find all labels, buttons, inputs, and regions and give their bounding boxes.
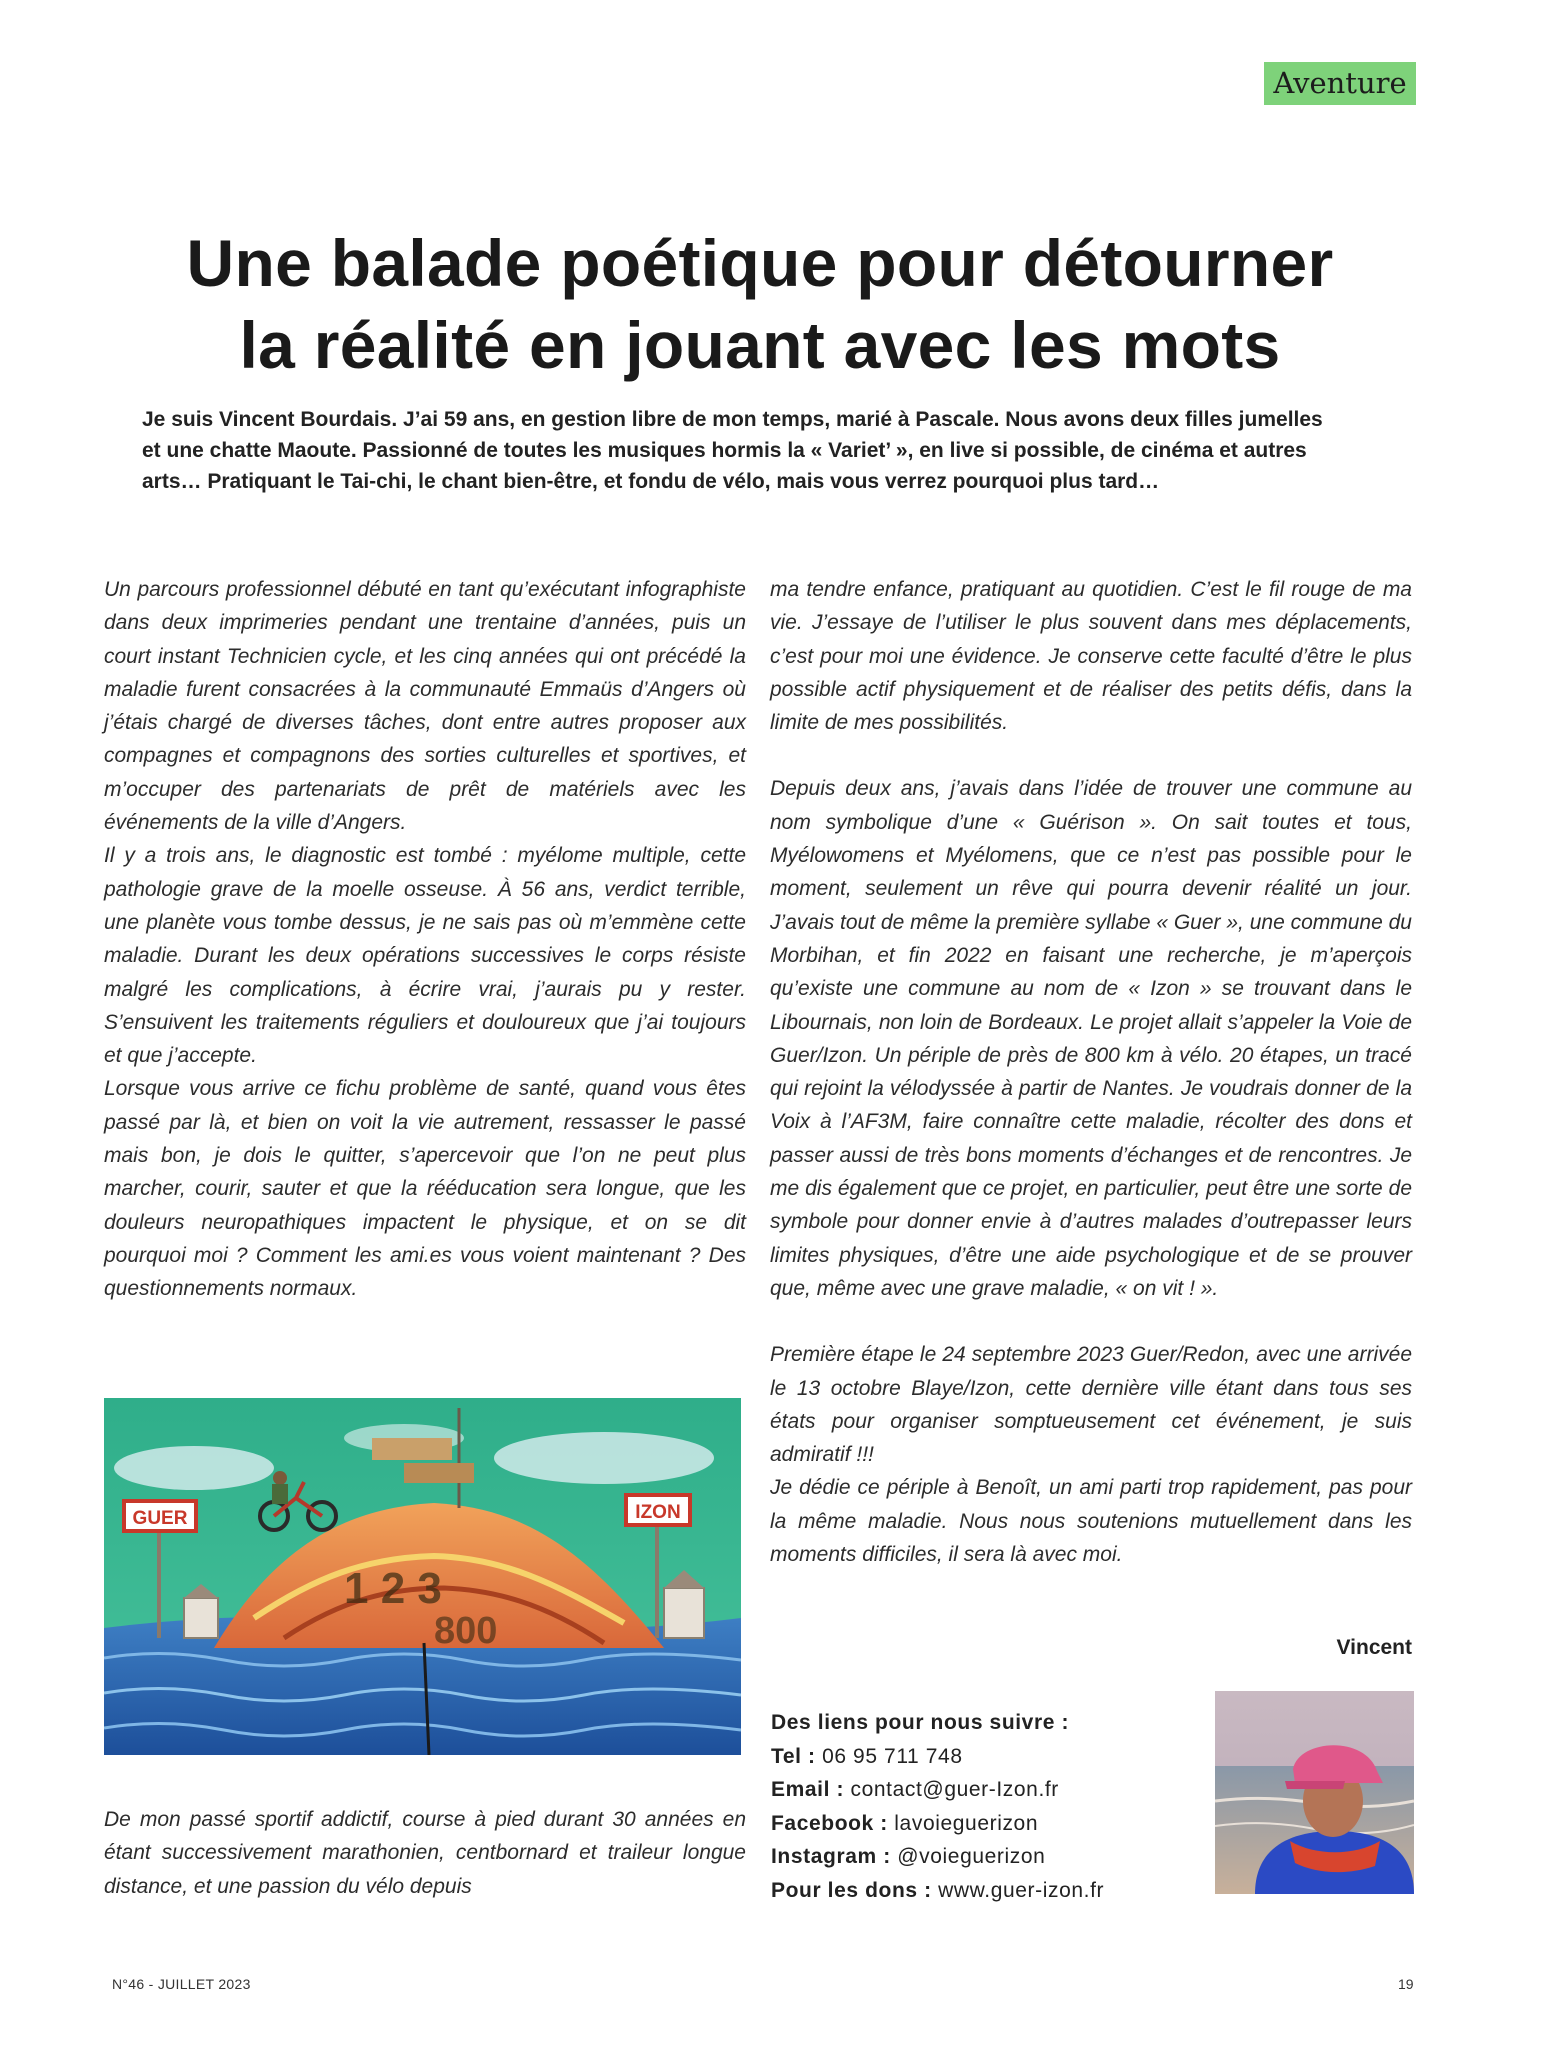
paragraph-diagnosis: Il y a trois ans, le diagnostic est tombé : myélome multiple, cette pathologie grave de la moelle osseuse. À 56 ans, verdict terrible, une planète vous tombe dessus, je ne sais pas où m’emmène cette maladie. Durant les deux opérations successives le corps résiste malgré les complications, à écrire vrai, j’aurais pu y rester. S’ensuivent les traitements réguliers et douloureux que j’ai toujours et que j’accepte. <box>104 844 746 1068</box>
svg-text:800: 800 <box>434 1610 498 1652</box>
paragraph-cycling: ma tendre enfance, pratiquant au quotidien. C’est le fil rouge de ma vie. J’essaye de l’utiliser le plus souvent dans mes déplacements, c’est pour moi une évidence. Je conserve cette faculté d’être le plus possible actif physiquement et de réaliser des petits défis, dans la limite de mes possibilités. <box>770 578 1412 735</box>
intro-line-1: Je suis Vincent Bourdais. J’ai 59 ans, en gestion libre de mon temps, marié à Pascale. Nous avons deux filles jumelles <box>142 408 1323 431</box>
paragraph-sport: De mon passé sportif addictif, course à pied durant 30 années en étant successivement marathonien, centbornard et traileur longue distance, et une passion du vélo depuis <box>104 1808 746 1898</box>
article-intro <box>142 404 1372 497</box>
sign-guer: GUER <box>132 1508 188 1529</box>
donation-link[interactable]: www.guer-izon.fr <box>938 1878 1105 1902</box>
contact-links <box>771 1706 1211 1907</box>
email-label: Email : <box>771 1778 845 1801</box>
intro-line-2: et une chatte Maoute. Passionné de toutes les musiques hormis la « Variet’ », en live si possible, de cinéma et autres <box>142 439 1307 462</box>
phone-label: Tel : <box>771 1744 816 1768</box>
paragraph-project: Depuis deux ans, j’avais dans l’idée de trouver une commune au nom symbolique d’une « Guérison ». On sait toutes et tous, Myélowomens et Myélomens, que ce n’est pas possible pour le moment, seulement un rêve qui pourra devenir réalité un jour. J’avais tout de même la première syllabe « Guer », une commune du Morbihan, et fin 2022 en faisant une recherche, je m’aperçois qu’existe une commune au nom de « Izon » se trouvant dans le Libournais, non loin de Bordeaux. Le projet allait s’appeler la Voie de Guer/Izon. Un périple de près de 800 km à vélo. 20 étapes, un tracé qui rejoint la vélodyssée à partir de Nantes. Je voudrais donner de la Voix à l’AF3M, faire connaître cette maladie, récolter des dons et passer aussi de très bons moments d’échanges et de rencontres. Je me dis également que ce projet, en particulier, peut être une sorte de symbole pour donner envie à d’autres malades d’outrepasser leurs limites physiques, d’être une aide psychologique et de se prouver que, même avec une grave maladie, « on vit ! ». <box>770 777 1412 1300</box>
instagram-label: Instagram : <box>771 1845 891 1868</box>
paragraph-stages: Première étape le 24 septembre 2023 Guer/Redon, avec une arrivée le 13 octobre Blaye/Izon, cette dernière ville étant dans tous ses états pour organiser somptueusement cet événement, je suis admiratif !!! <box>770 1343 1412 1467</box>
bike-diorama-photo <box>104 1398 741 1755</box>
headline-line-1: Une balade poétique pour détourner <box>186 226 1334 300</box>
author-portrait-photo <box>1215 1691 1414 1894</box>
donation-label: Pour les dons : <box>771 1878 932 1902</box>
phone-row <box>771 1740 1211 1774</box>
email-link[interactable]: contact@guer-Izon.fr <box>850 1778 1059 1801</box>
links-heading: Des liens pour nous suivre : <box>771 1711 1070 1734</box>
page-number: 19 <box>1398 1976 1414 1992</box>
left-column-text <box>104 573 746 1306</box>
facebook-link[interactable]: lavoieguerizon <box>894 1811 1039 1835</box>
left-column-text-bottom <box>104 1803 746 1903</box>
svg-text:1 2 3: 1 2 3 <box>344 1564 442 1613</box>
phone-value[interactable]: 06 95 711 748 <box>822 1744 963 1768</box>
paragraph-dedication: Je dédie ce périple à Benoît, un ami parti trop rapidement, pas pour la même maladie. Nous nous soutenions mutuellement dans les moments difficiles, il sera là avec moi. <box>770 1476 1412 1567</box>
author-signature: Vincent <box>1336 1636 1412 1659</box>
section-tag: Aventure <box>1264 62 1416 105</box>
sign-izon: IZON <box>635 1502 681 1523</box>
instagram-row <box>771 1840 1211 1874</box>
instagram-link[interactable]: @voieguerizon <box>897 1845 1046 1868</box>
intro-line-3: arts… Pratiquant le Tai-chi, le chant bien-être, et fondu de vélo, mais vous verrez pourquoi plus tard… <box>142 470 1160 493</box>
paragraph-health: Lorsque vous arrive ce fichu problème de santé, quand vous êtes passé par là, et bien on voit la vie autrement, ressasser le passé mais bon, je dois le quitter, s’apercevoir que l’on ne peut plus marcher, courir, sauter et que la rééducation sera longue, que les douleurs neuropathiques impactent le physique, et on se dit pourquoi moi ? Comment les ami.es vous voient maintenant ? Des questionnements normaux. <box>104 1077 746 1301</box>
right-column-text <box>770 573 1412 1571</box>
email-row <box>771 1773 1211 1807</box>
paragraph-career: Un parcours professionnel débuté en tant qu’exécutant infographiste dans deux imprimeries pendant une trentaine d’années, puis un court instant Technicien cycle, et les cinq années qui ont précédé la maladie furent consacrées à la communauté Emmaüs d’Angers où j’étais chargé de diverses tâches, dont entre autres proposer aux compagnes et compagnons des sorties culturelles et sportives, et m’occuper des partenariats de prêt de matériels avec les événements de la ville d’Angers. <box>104 578 746 835</box>
facebook-row <box>771 1807 1211 1841</box>
issue-info: N°46 - JUILLET 2023 <box>112 1976 251 1992</box>
donation-row <box>771 1874 1211 1908</box>
headline-line-2: la réalité en jouant avec les mots <box>239 308 1281 382</box>
article-headline <box>100 222 1420 386</box>
facebook-label: Facebook : <box>771 1811 888 1835</box>
